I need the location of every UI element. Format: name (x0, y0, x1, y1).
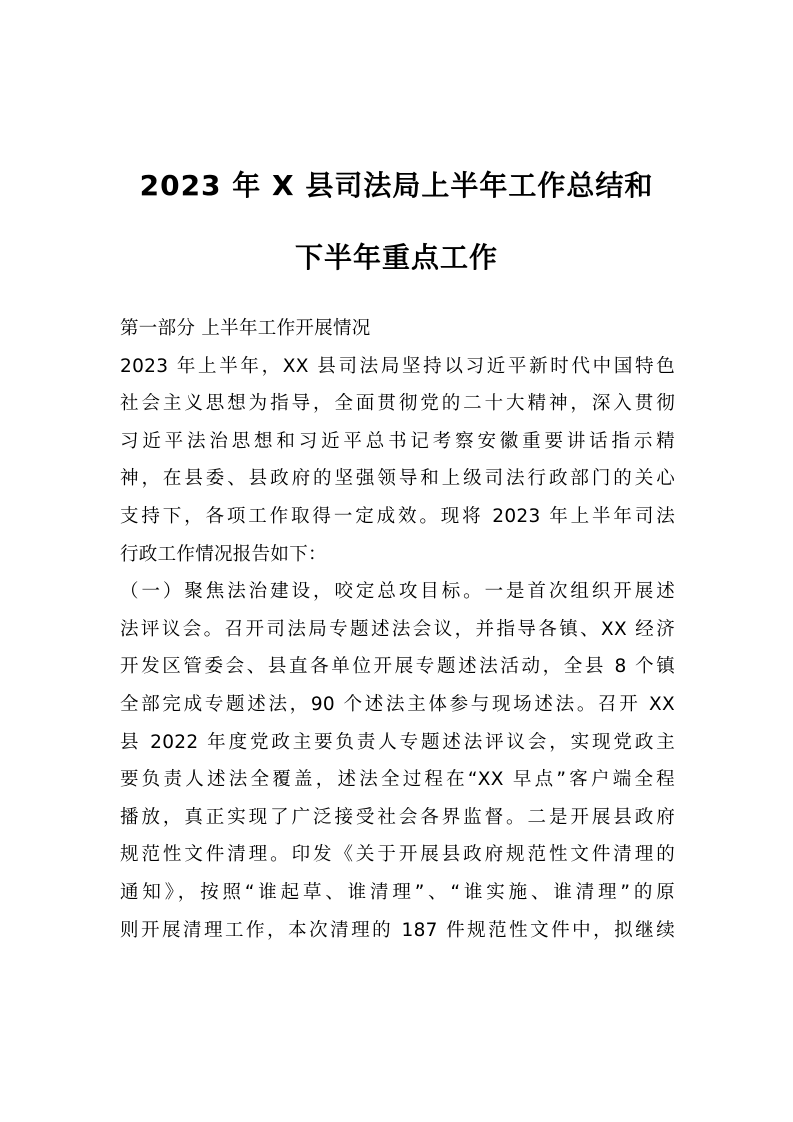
body-line: 法评议会。召开司法局专题述法会议，并指导各镇、XX 经济 (120, 618, 675, 640)
body-line: 县 2022 年度党政主要负责人专题述法评议会，实现党政主 (120, 731, 675, 753)
document-title-line-1: 2023 年 X 县司法局上半年工作总结和 (139, 169, 654, 202)
body-line: 规范性文件清理。印发《关于开展县政府规范性文件清理的 (120, 844, 675, 866)
body-line: 2023 年上半年，XX 县司法局坚持以习近平新时代中国特色 (120, 355, 675, 377)
body-line: 开发区管委会、县直各单位开展专题述法活动，全县 8 个镇 (120, 656, 675, 678)
section-heading: 第一部分 上半年工作开展情况 (120, 318, 371, 339)
body-line: 则开展清理工作，本次清理的 187 件规范性文件中，拟继续 (120, 919, 675, 941)
body-line: 全部完成专题述法，90 个述法主体参与现场述法。召开 XX (120, 693, 675, 715)
body-line: 支持下，各项工作取得一定成效。现将 2023 年上半年司法 (120, 505, 675, 527)
document-title-line-2: 下半年重点工作 (294, 241, 498, 274)
body-line: 社会主义思想为指导，全面贯彻党的二十大精神，深入贯彻 (120, 393, 675, 415)
body-line: 行政工作情况报告如下： (120, 543, 327, 565)
body-line: （一）聚焦法治建设，咬定总攻目标。一是首次组织开展述 (120, 581, 675, 603)
body-line: 播放，真正实现了广泛接受社会各界监督。二是开展县政府 (120, 806, 675, 828)
body-line: 神，在县委、县政府的坚强领导和上级司法行政部门的关心 (120, 468, 675, 490)
body-line: 通知》，按照“谁起草、谁清理”、“谁实施、谁清理”的原 (120, 881, 675, 903)
body-line: 习近平法治思想和习近平总书记考察安徽重要讲话指示精 (120, 430, 675, 452)
body-line: 要负责人述法全覆盖，述法全过程在“XX 早点”客户端全程 (120, 769, 675, 791)
document-body (120, 310, 675, 949)
